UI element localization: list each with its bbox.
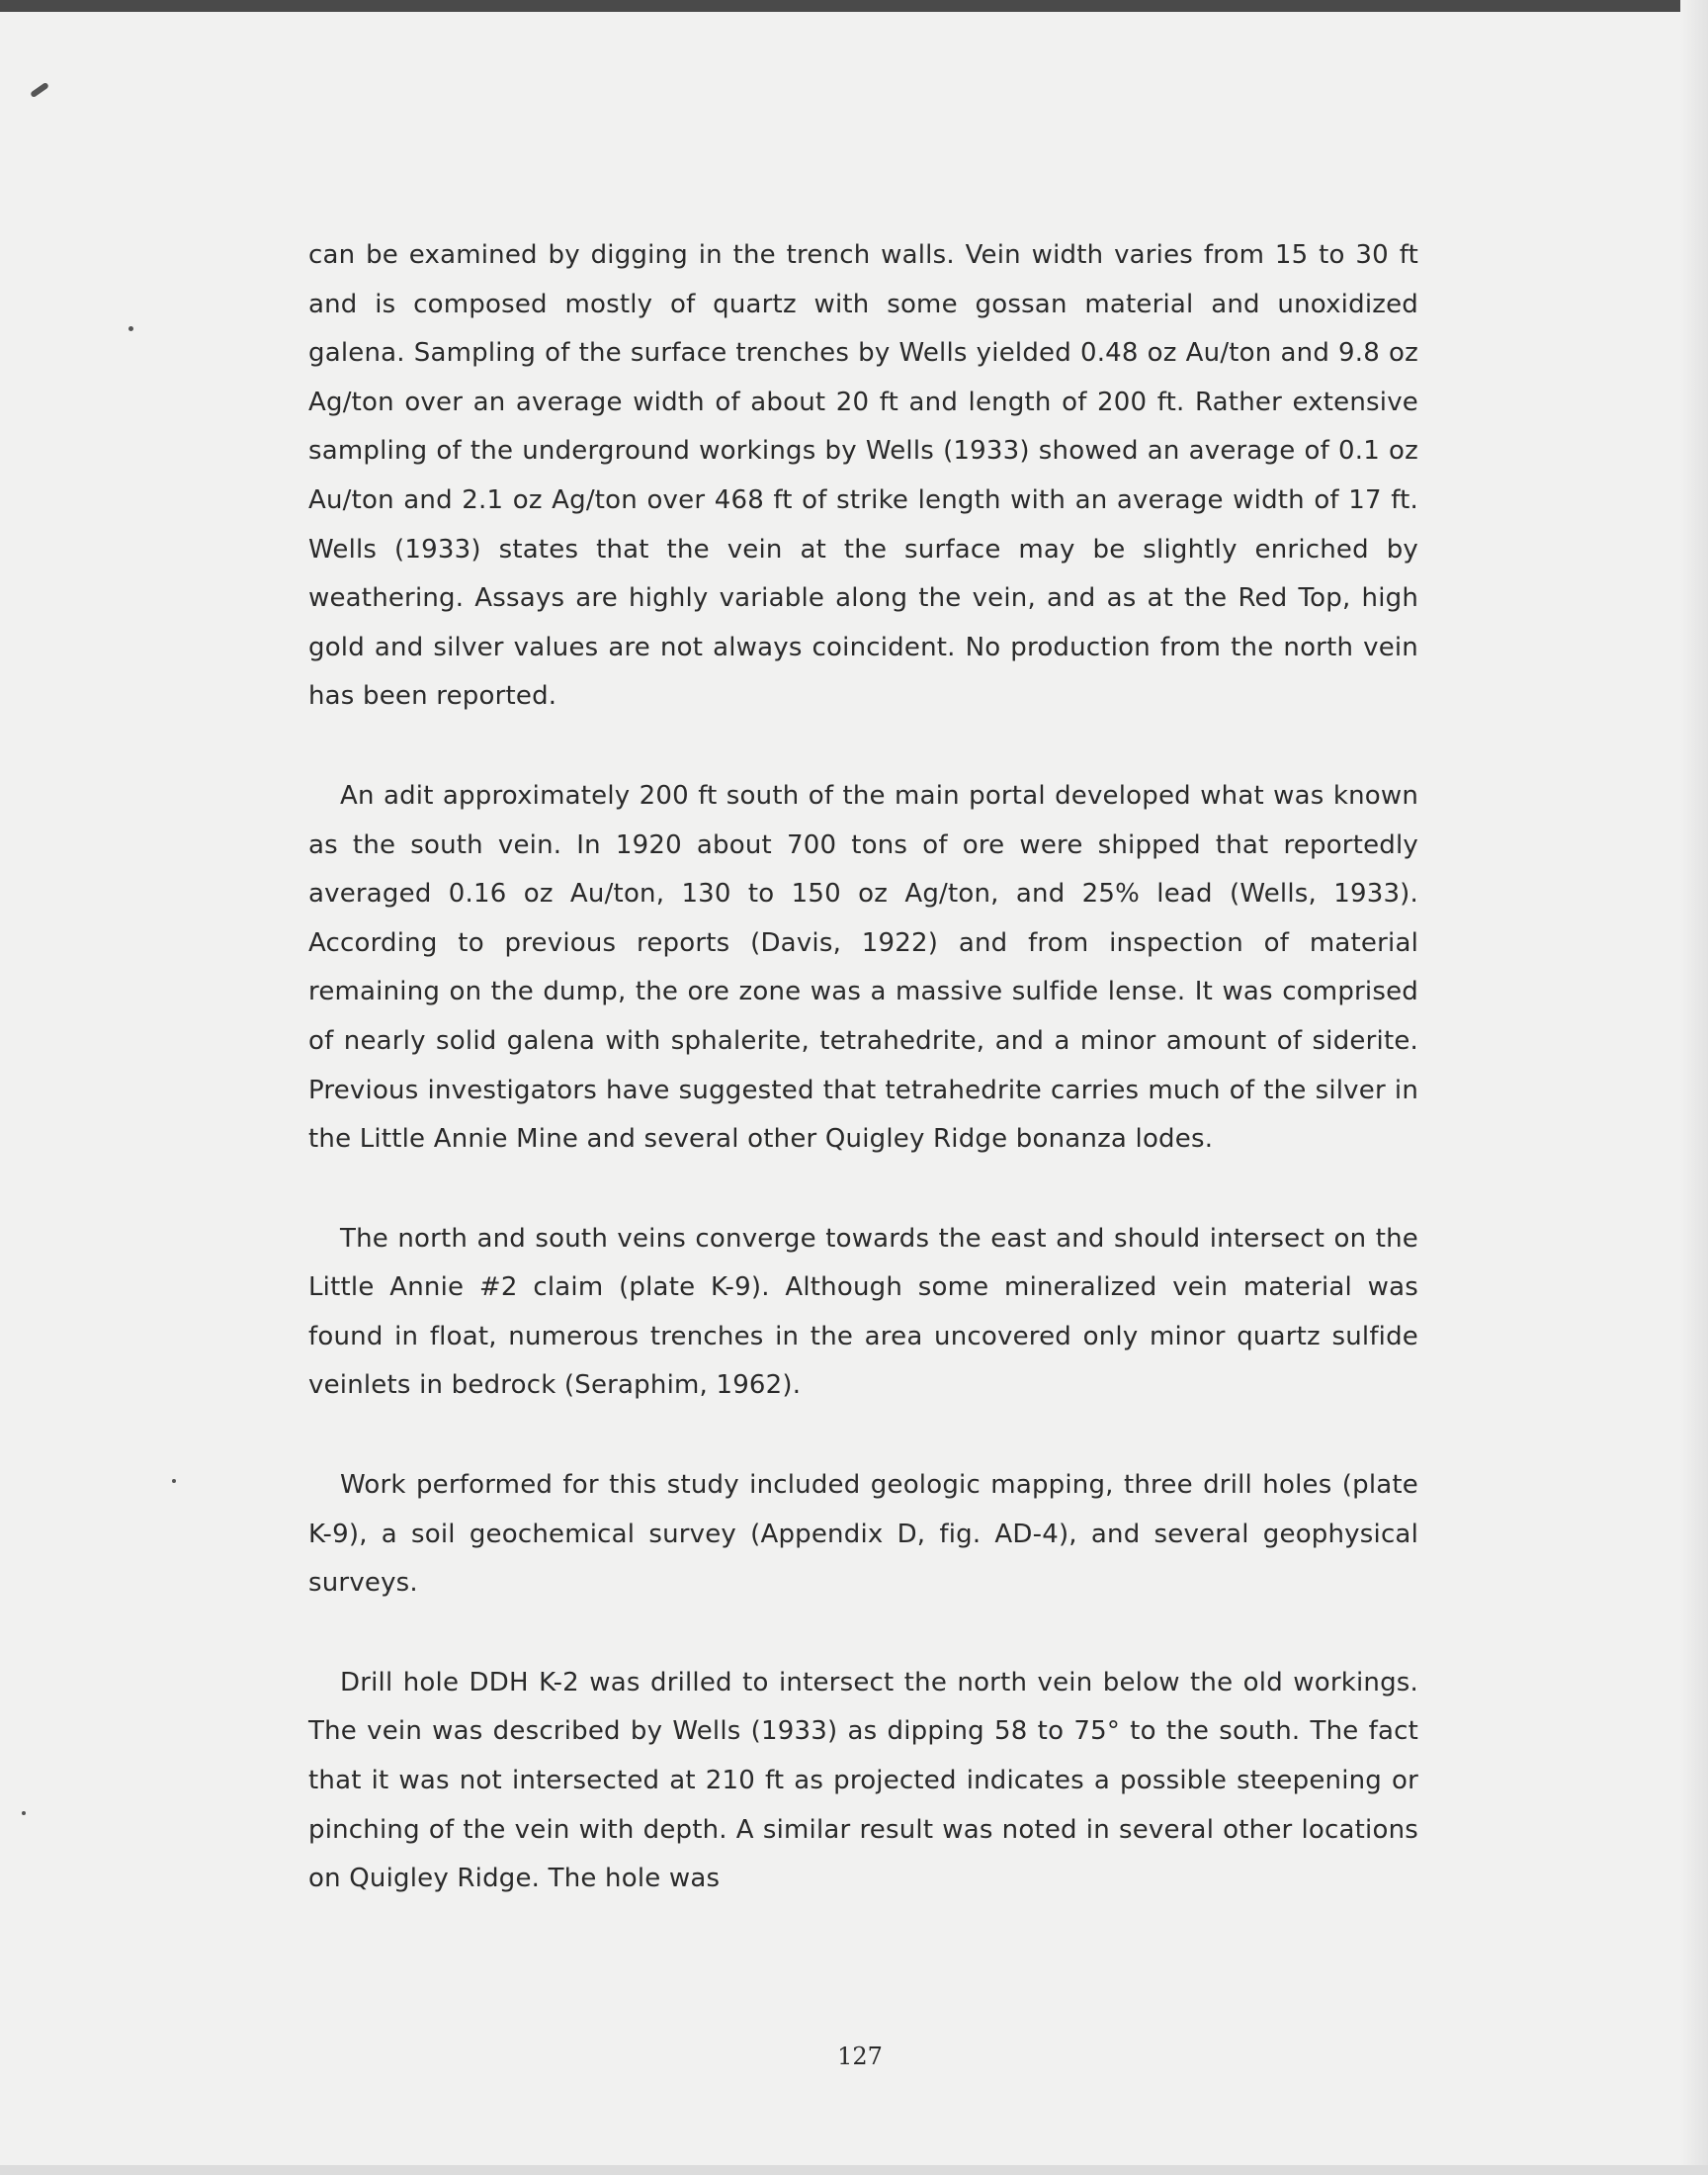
paragraph-2: An adit approximately 200 ft south of the main portal developed what was known as the south vein. In 1920 about 700 tons of ore were shipped that reportedly averaged 0.16 oz Au/ton, 130 to 150 oz Ag/ton, and 25% lead (Wells, 1933). According to previous reports (Davis, 1922) and from inspection of material remaining on the dump, the ore zone was a massive sulfide lense. It was comprised of nearly solid galena with sphalerite, tetrahedrite, and a minor amount of siderite. Previous investigators have suggested that tetrahedrite carries much of the silver in the Little Annie Mine and several other Quigley Ridge bonanza lodes.	[308, 780, 1418, 1155]
scan-speck	[128, 326, 133, 331]
scan-speck	[22, 1811, 26, 1815]
paragraph-4: Work performed for this study included geologic mapping, three drill holes (plate K-9), a soil geochemical survey (Appendix D, fig. AD-4), and several geophysical surveys.	[308, 1470, 1418, 1599]
body-text	[308, 231, 1418, 1955]
paragraph-5: Drill hole DDH K-2 was drilled to intersect the north vein below the old workings. The vein was described by Wells (1933) as dipping 58 to 75° to the south. The fact that it was not intersected at 210 ft as projected indicates a possible steepening or pinching of the vein with depth. A similar result was noted in several other locations on Quigley Ridge. The hole was	[308, 1667, 1418, 1894]
paragraph-1: can be examined by digging in the trench walls. Vein width varies from 15 to 30 ft and is composed mostly of quartz with some gossan material and unoxidized galena. Sampling of the surface trenches by Wells yielded 0.48 oz Au/ton and 9.8 oz Ag/ton over an average width of about 20 ft and length of 200 ft. Rather extensive sampling of the underground workings by Wells (1933) showed an average of 0.1 oz Au/ton and 2.1 oz Ag/ton over 468 ft of strike length with an average width of 17 ft. Wells (1933) states that the vein at the surface may be slightly enriched by weathering. Assays are highly variable along the vein, and as at the Red Top, high gold and silver values are not always coincident. No production from the north vein has been reported.	[308, 240, 1418, 712]
scan-mark	[30, 82, 49, 98]
bottom-edge	[0, 2165, 1708, 2175]
top-border	[0, 0, 1680, 12]
paragraph-3: The north and south veins converge towards the east and should intersect on the Little Annie #2 claim (plate K-9). Although some mineralized vein material was found in float, numerous trenches in the area uncovered only minor quartz sulfide veinlets in bedrock (Seraphim, 1962).	[308, 1223, 1418, 1401]
page-number: 127	[837, 2043, 883, 2070]
scan-shadow	[1680, 0, 1708, 2175]
scan-speck	[172, 1479, 176, 1483]
